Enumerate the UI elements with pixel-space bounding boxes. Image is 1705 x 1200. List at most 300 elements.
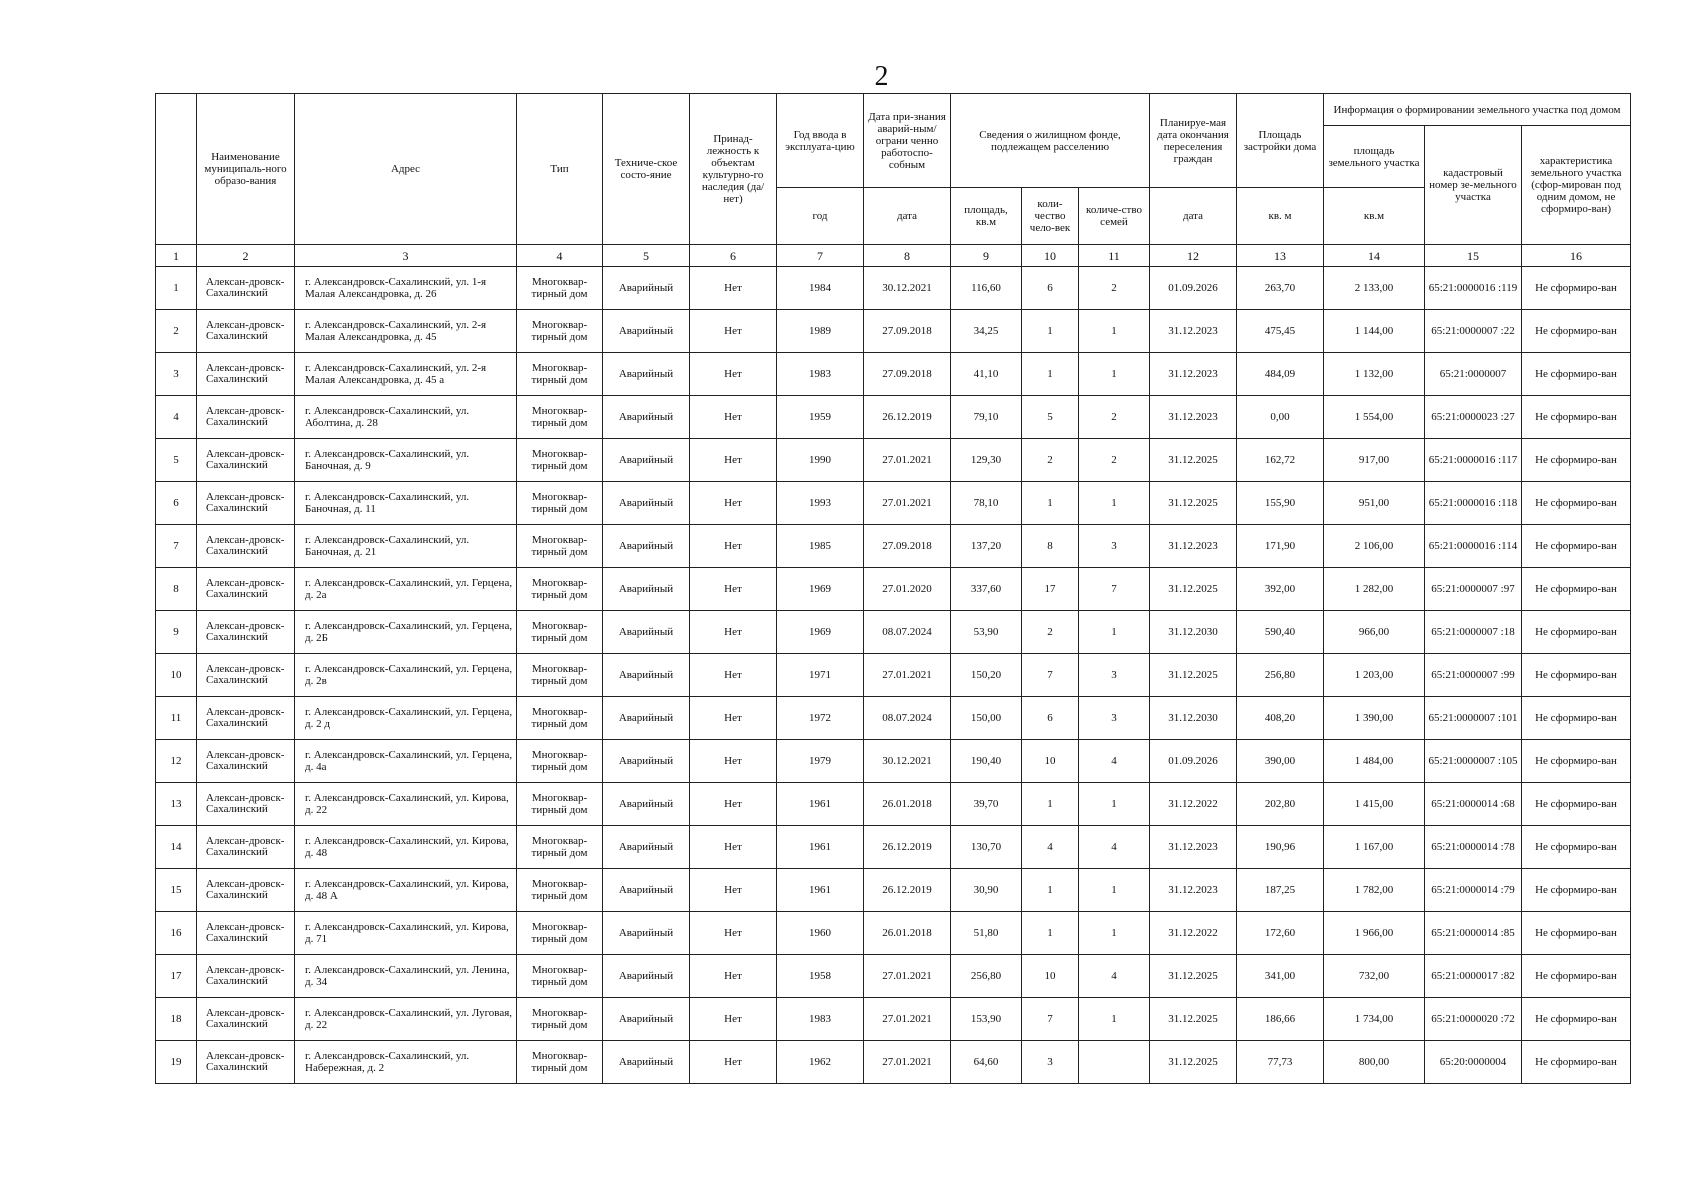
heritage-cell: Нет	[690, 525, 777, 568]
land-area-cell: 1 415,00	[1324, 783, 1425, 826]
type-cell: Многоквар-тирный дом	[517, 482, 603, 525]
table-row	[156, 955, 1631, 998]
type-cell: Многоквар-тирный дом	[517, 998, 603, 1041]
emergency-date-cell: 27.01.2021	[864, 955, 951, 998]
people-count-cell: 1	[1022, 353, 1079, 396]
people-count-cell: 6	[1022, 697, 1079, 740]
row-number: 17	[156, 955, 197, 998]
municipality-cell: Алексан-дровск-Сахалинский	[197, 482, 295, 525]
cadastral-number-cell: 65:21:0000007 :101	[1425, 697, 1522, 740]
people-count-cell: 1	[1022, 310, 1079, 353]
emergency-date-cell: 27.01.2020	[864, 568, 951, 611]
heritage-cell: Нет	[690, 912, 777, 955]
address-cell: г. Александровск-Сахалинский, ул. Луговая, д. 22	[295, 998, 517, 1041]
table-row	[156, 396, 1631, 439]
land-characteristic-cell: Не сформиро-ван	[1522, 568, 1631, 611]
technical-state-cell: Аварийный	[603, 654, 690, 697]
families-count-cell: 1	[1079, 611, 1150, 654]
heritage-cell: Нет	[690, 826, 777, 869]
building-area-cell: 341,00	[1237, 955, 1324, 998]
land-area-cell: 917,00	[1324, 439, 1425, 482]
column-number: 6	[690, 245, 777, 267]
municipality-cell: Алексан-дровск-Сахалинский	[197, 697, 295, 740]
people-count-cell: 7	[1022, 654, 1079, 697]
heritage-cell: Нет	[690, 654, 777, 697]
people-count-cell: 3	[1022, 1041, 1079, 1084]
municipality-cell: Алексан-дровск-Сахалинский	[197, 654, 295, 697]
families-count-cell: 2	[1079, 439, 1150, 482]
building-area-cell: 475,45	[1237, 310, 1324, 353]
table-row	[156, 611, 1631, 654]
emergency-date-cell: 27.01.2021	[864, 1041, 951, 1084]
column-number: 7	[777, 245, 864, 267]
address-cell: г. Александровск-Сахалинский, ул. Ленина, д. 34	[295, 955, 517, 998]
land-area-cell: 1 782,00	[1324, 869, 1425, 912]
people-count-cell: 2	[1022, 611, 1079, 654]
commission-year-cell: 1972	[777, 697, 864, 740]
planned-date-cell: 31.12.2025	[1150, 998, 1237, 1041]
area-cell: 34,25	[951, 310, 1022, 353]
people-count-cell: 10	[1022, 955, 1079, 998]
people-count-cell: 17	[1022, 568, 1079, 611]
area-cell: 116,60	[951, 267, 1022, 310]
planned-date-cell: 31.12.2022	[1150, 912, 1237, 955]
row-number: 1	[156, 267, 197, 310]
type-cell: Многоквар-тирный дом	[517, 783, 603, 826]
header-cultural-heritage: Принад-лежность к объектам культурно-го наследия (да/нет)	[690, 94, 777, 245]
commission-year-cell: 1961	[777, 826, 864, 869]
municipality-cell: Алексан-дровск-Сахалинский	[197, 955, 295, 998]
technical-state-cell: Аварийный	[603, 826, 690, 869]
emergency-date-cell: 27.09.2018	[864, 353, 951, 396]
cadastral-number-cell: 65:21:0000007 :99	[1425, 654, 1522, 697]
planned-date-cell: 31.12.2023	[1150, 525, 1237, 568]
header-col-1	[156, 94, 197, 245]
planned-date-cell: 01.09.2026	[1150, 267, 1237, 310]
address-cell: г. Александровск-Сахалинский, ул. Кирова, д. 22	[295, 783, 517, 826]
land-characteristic-cell: Не сформиро-ван	[1522, 912, 1631, 955]
families-count-cell: 2	[1079, 267, 1150, 310]
type-cell: Многоквар-тирный дом	[517, 740, 603, 783]
row-number: 19	[156, 1041, 197, 1084]
land-area-cell: 1 966,00	[1324, 912, 1425, 955]
row-number: 4	[156, 396, 197, 439]
commission-year-cell: 1984	[777, 267, 864, 310]
cadastral-number-cell: 65:21:0000014 :85	[1425, 912, 1522, 955]
header-area: площадь, кв.м	[951, 188, 1022, 245]
land-area-cell: 2 133,00	[1324, 267, 1425, 310]
column-number: 4	[517, 245, 603, 267]
table-row	[156, 783, 1631, 826]
planned-date-cell: 31.12.2030	[1150, 697, 1237, 740]
municipality-cell: Алексан-дровск-Сахалинский	[197, 611, 295, 654]
municipality-cell: Алексан-дровск-Сахалинский	[197, 267, 295, 310]
people-count-cell: 1	[1022, 482, 1079, 525]
building-area-cell: 186,66	[1237, 998, 1324, 1041]
land-characteristic-cell: Не сформиро-ван	[1522, 869, 1631, 912]
emergency-date-cell: 27.09.2018	[864, 525, 951, 568]
land-characteristic-cell: Не сформиро-ван	[1522, 267, 1631, 310]
families-count-cell: 1	[1079, 998, 1150, 1041]
header-building-area: Площадь застройки дома	[1237, 94, 1324, 188]
header-land-info: Информация о формировании земельного участка под домом	[1324, 94, 1631, 126]
area-cell: 79,10	[951, 396, 1022, 439]
header-commission-year: Год ввода в эксплуата-цию	[777, 94, 864, 188]
type-cell: Многоквар-тирный дом	[517, 912, 603, 955]
emergency-date-cell: 26.12.2019	[864, 396, 951, 439]
planned-date-cell: 31.12.2025	[1150, 1041, 1237, 1084]
row-number: 8	[156, 568, 197, 611]
cadastral-number-cell: 65:21:0000017 :82	[1425, 955, 1522, 998]
header-families: количе-ство семей	[1079, 188, 1150, 245]
planned-date-cell: 31.12.2023	[1150, 826, 1237, 869]
column-number: 11	[1079, 245, 1150, 267]
commission-year-cell: 1969	[777, 568, 864, 611]
table-row	[156, 869, 1631, 912]
table-header	[156, 94, 1631, 267]
cadastral-number-cell: 65:21:0000007 :97	[1425, 568, 1522, 611]
area-cell: 129,30	[951, 439, 1022, 482]
municipality-cell: Алексан-дровск-Сахалинский	[197, 740, 295, 783]
cadastral-number-cell: 65:21:0000020 :72	[1425, 998, 1522, 1041]
families-count-cell	[1079, 1041, 1150, 1084]
technical-state-cell: Аварийный	[603, 697, 690, 740]
land-area-cell: 1 282,00	[1324, 568, 1425, 611]
housing-table	[155, 93, 1631, 1084]
table-row	[156, 310, 1631, 353]
address-cell: г. Александровск-Сахалинский, ул. Набережная, д. 2	[295, 1041, 517, 1084]
technical-state-cell: Аварийный	[603, 439, 690, 482]
address-cell: г. Александровск-Сахалинский, ул. Герцена, д. 2 д	[295, 697, 517, 740]
building-area-cell: 172,60	[1237, 912, 1324, 955]
planned-date-cell: 31.12.2025	[1150, 482, 1237, 525]
commission-year-cell: 1983	[777, 998, 864, 1041]
planned-date-cell: 31.12.2025	[1150, 654, 1237, 697]
row-number: 16	[156, 912, 197, 955]
area-cell: 78,10	[951, 482, 1022, 525]
emergency-date-cell: 30.12.2021	[864, 267, 951, 310]
cadastral-number-cell: 65:21:0000007 :105	[1425, 740, 1522, 783]
land-characteristic-cell: Не сформиро-ван	[1522, 310, 1631, 353]
column-number: 3	[295, 245, 517, 267]
land-characteristic-cell: Не сформиро-ван	[1522, 955, 1631, 998]
type-cell: Многоквар-тирный дом	[517, 439, 603, 482]
area-cell: 41,10	[951, 353, 1022, 396]
column-number: 10	[1022, 245, 1079, 267]
row-number: 13	[156, 783, 197, 826]
heritage-cell: Нет	[690, 955, 777, 998]
heritage-cell: Нет	[690, 869, 777, 912]
emergency-date-cell: 26.12.2019	[864, 869, 951, 912]
row-number: 11	[156, 697, 197, 740]
planned-date-cell: 31.12.2025	[1150, 955, 1237, 998]
commission-year-cell: 1961	[777, 869, 864, 912]
technical-state-cell: Аварийный	[603, 482, 690, 525]
header-planned-date-sub: дата	[1150, 188, 1237, 245]
area-cell: 153,90	[951, 998, 1022, 1041]
emergency-date-cell: 27.01.2021	[864, 654, 951, 697]
address-cell: г. Александровск-Сахалинский, ул. Кирова, д. 48	[295, 826, 517, 869]
address-cell: г. Александровск-Сахалинский, ул. Кирова, д. 71	[295, 912, 517, 955]
families-count-cell: 4	[1079, 826, 1150, 869]
type-cell: Многоквар-тирный дом	[517, 568, 603, 611]
land-area-cell: 732,00	[1324, 955, 1425, 998]
planned-date-cell: 31.12.2023	[1150, 869, 1237, 912]
municipality-cell: Алексан-дровск-Сахалинский	[197, 998, 295, 1041]
people-count-cell: 8	[1022, 525, 1079, 568]
area-cell: 256,80	[951, 955, 1022, 998]
address-cell: г. Александровск-Сахалинский, ул. Баночная, д. 11	[295, 482, 517, 525]
commission-year-cell: 1969	[777, 611, 864, 654]
municipality-cell: Алексан-дровск-Сахалинский	[197, 783, 295, 826]
header-municipality: Наименование муниципаль-ного образо-вания	[197, 94, 295, 245]
building-area-cell: 390,00	[1237, 740, 1324, 783]
land-characteristic-cell: Не сформиро-ван	[1522, 826, 1631, 869]
area-cell: 150,20	[951, 654, 1022, 697]
row-number: 10	[156, 654, 197, 697]
commission-year-cell: 1960	[777, 912, 864, 955]
municipality-cell: Алексан-дровск-Сахалинский	[197, 869, 295, 912]
emergency-date-cell: 27.09.2018	[864, 310, 951, 353]
people-count-cell: 1	[1022, 912, 1079, 955]
area-cell: 51,80	[951, 912, 1022, 955]
technical-state-cell: Аварийный	[603, 353, 690, 396]
planned-date-cell: 31.12.2030	[1150, 611, 1237, 654]
cadastral-number-cell: 65:21:0000016 :119	[1425, 267, 1522, 310]
families-count-cell: 1	[1079, 912, 1150, 955]
row-number: 12	[156, 740, 197, 783]
heritage-cell: Нет	[690, 697, 777, 740]
land-characteristic-cell: Не сформиро-ван	[1522, 654, 1631, 697]
technical-state-cell: Аварийный	[603, 783, 690, 826]
commission-year-cell: 1993	[777, 482, 864, 525]
table-row	[156, 568, 1631, 611]
area-cell: 64,60	[951, 1041, 1022, 1084]
commission-year-cell: 1983	[777, 353, 864, 396]
municipality-cell: Алексан-дровск-Сахалинский	[197, 912, 295, 955]
table-row	[156, 353, 1631, 396]
building-area-cell: 256,80	[1237, 654, 1324, 697]
municipality-cell: Алексан-дровск-Сахалинский	[197, 525, 295, 568]
emergency-date-cell: 27.01.2021	[864, 998, 951, 1041]
heritage-cell: Нет	[690, 396, 777, 439]
building-area-cell: 392,00	[1237, 568, 1324, 611]
table-row	[156, 697, 1631, 740]
heritage-cell: Нет	[690, 740, 777, 783]
families-count-cell: 3	[1079, 697, 1150, 740]
planned-date-cell: 31.12.2025	[1150, 439, 1237, 482]
table-body	[156, 267, 1631, 1084]
header-year-sub: год	[777, 188, 864, 245]
people-count-cell: 7	[1022, 998, 1079, 1041]
technical-state-cell: Аварийный	[603, 396, 690, 439]
area-cell: 30,90	[951, 869, 1022, 912]
commission-year-cell: 1990	[777, 439, 864, 482]
land-area-cell: 1 390,00	[1324, 697, 1425, 740]
commission-year-cell: 1961	[777, 783, 864, 826]
land-characteristic-cell: Не сформиро-ван	[1522, 998, 1631, 1041]
building-area-cell: 484,09	[1237, 353, 1324, 396]
land-area-cell: 1 734,00	[1324, 998, 1425, 1041]
type-cell: Многоквар-тирный дом	[517, 955, 603, 998]
cadastral-number-cell: 65:21:0000016 :114	[1425, 525, 1522, 568]
heritage-cell: Нет	[690, 439, 777, 482]
heritage-cell: Нет	[690, 611, 777, 654]
commission-year-cell: 1989	[777, 310, 864, 353]
building-area-cell: 263,70	[1237, 267, 1324, 310]
row-number: 5	[156, 439, 197, 482]
emergency-date-cell: 27.01.2021	[864, 482, 951, 525]
emergency-date-cell: 30.12.2021	[864, 740, 951, 783]
address-cell: г. Александровск-Сахалинский, ул. Аболтина, д. 28	[295, 396, 517, 439]
address-cell: г. Александровск-Сахалинский, ул. 2-я Малая Александровка, д. 45	[295, 310, 517, 353]
land-area-cell: 1 144,00	[1324, 310, 1425, 353]
building-area-cell: 77,73	[1237, 1041, 1324, 1084]
address-cell: г. Александровск-Сахалинский, ул. Герцена, д. 2Б	[295, 611, 517, 654]
building-area-cell: 202,80	[1237, 783, 1324, 826]
families-count-cell: 2	[1079, 396, 1150, 439]
area-cell: 39,70	[951, 783, 1022, 826]
type-cell: Многоквар-тирный дом	[517, 697, 603, 740]
table-row	[156, 482, 1631, 525]
commission-year-cell: 1962	[777, 1041, 864, 1084]
people-count-cell: 1	[1022, 869, 1079, 912]
header-housing-info: Сведения о жилищном фонде, подлежащем расселению	[951, 94, 1150, 188]
commission-year-cell: 1959	[777, 396, 864, 439]
cadastral-number-cell: 65:21:0000023 :27	[1425, 396, 1522, 439]
type-cell: Многоквар-тирный дом	[517, 396, 603, 439]
building-area-cell: 190,96	[1237, 826, 1324, 869]
building-area-cell: 162,72	[1237, 439, 1324, 482]
row-number: 3	[156, 353, 197, 396]
column-numbers-row	[156, 245, 1631, 267]
land-area-cell: 1 554,00	[1324, 396, 1425, 439]
commission-year-cell: 1958	[777, 955, 864, 998]
building-area-cell: 0,00	[1237, 396, 1324, 439]
column-number: 1	[156, 245, 197, 267]
header-address: Адрес	[295, 94, 517, 245]
planned-date-cell: 01.09.2026	[1150, 740, 1237, 783]
emergency-date-cell: 26.01.2018	[864, 783, 951, 826]
heritage-cell: Нет	[690, 310, 777, 353]
type-cell: Многоквар-тирный дом	[517, 869, 603, 912]
column-number: 13	[1237, 245, 1324, 267]
people-count-cell: 10	[1022, 740, 1079, 783]
families-count-cell: 1	[1079, 482, 1150, 525]
area-cell: 130,70	[951, 826, 1022, 869]
header-date-sub: дата	[864, 188, 951, 245]
people-count-cell: 5	[1022, 396, 1079, 439]
families-count-cell: 3	[1079, 525, 1150, 568]
type-cell: Многоквар-тирный дом	[517, 826, 603, 869]
technical-state-cell: Аварийный	[603, 525, 690, 568]
table-row	[156, 1041, 1631, 1084]
emergency-date-cell: 08.07.2024	[864, 697, 951, 740]
area-cell: 137,20	[951, 525, 1022, 568]
land-area-cell: 1 167,00	[1324, 826, 1425, 869]
land-area-cell: 966,00	[1324, 611, 1425, 654]
municipality-cell: Алексан-дровск-Сахалинский	[197, 1041, 295, 1084]
heritage-cell: Нет	[690, 482, 777, 525]
page-number: 2	[874, 61, 889, 92]
header-land-characteristic: характеристика земельного участка (сфор-мирован под одним домом, не сформиро-ван)	[1522, 126, 1631, 245]
column-number: 2	[197, 245, 295, 267]
row-number: 7	[156, 525, 197, 568]
municipality-cell: Алексан-дровск-Сахалинский	[197, 826, 295, 869]
people-count-cell: 6	[1022, 267, 1079, 310]
address-cell: г. Александровск-Сахалинский, ул. Герцена, д. 2в	[295, 654, 517, 697]
land-characteristic-cell: Не сформиро-ван	[1522, 439, 1631, 482]
row-number: 14	[156, 826, 197, 869]
families-count-cell: 3	[1079, 654, 1150, 697]
building-area-cell: 155,90	[1237, 482, 1324, 525]
land-characteristic-cell: Не сформиро-ван	[1522, 482, 1631, 525]
land-characteristic-cell: Не сформиро-ван	[1522, 611, 1631, 654]
type-cell: Многоквар-тирный дом	[517, 654, 603, 697]
address-cell: г. Александровск-Сахалинский, ул. Баночная, д. 9	[295, 439, 517, 482]
column-number: 15	[1425, 245, 1522, 267]
type-cell: Многоквар-тирный дом	[517, 525, 603, 568]
header-land-area-sub: кв.м	[1324, 188, 1425, 245]
address-cell: г. Александровск-Сахалинский, ул. Баночная, д. 21	[295, 525, 517, 568]
land-characteristic-cell: Не сформиро-ван	[1522, 525, 1631, 568]
technical-state-cell: Аварийный	[603, 869, 690, 912]
header-technical-state: Техниче-ское состо-яние	[603, 94, 690, 245]
technical-state-cell: Аварийный	[603, 310, 690, 353]
municipality-cell: Алексан-дровск-Сахалинский	[197, 396, 295, 439]
building-area-cell: 171,90	[1237, 525, 1324, 568]
table-row	[156, 525, 1631, 568]
people-count-cell: 2	[1022, 439, 1079, 482]
land-area-cell: 1 484,00	[1324, 740, 1425, 783]
land-characteristic-cell: Не сформиро-ван	[1522, 353, 1631, 396]
planned-date-cell: 31.12.2023	[1150, 310, 1237, 353]
technical-state-cell: Аварийный	[603, 611, 690, 654]
header-cadastral-number: кадастровый номер зе-мельного участка	[1425, 126, 1522, 245]
area-cell: 337,60	[951, 568, 1022, 611]
technical-state-cell: Аварийный	[603, 568, 690, 611]
cadastral-number-cell: 65:21:0000014 :79	[1425, 869, 1522, 912]
families-count-cell: 1	[1079, 353, 1150, 396]
technical-state-cell: Аварийный	[603, 267, 690, 310]
people-count-cell: 1	[1022, 783, 1079, 826]
land-characteristic-cell: Не сформиро-ван	[1522, 697, 1631, 740]
column-number: 14	[1324, 245, 1425, 267]
header-type: Тип	[517, 94, 603, 245]
table-row	[156, 998, 1631, 1041]
address-cell: г. Александровск-Сахалинский, ул. Герцена, д. 4а	[295, 740, 517, 783]
planned-date-cell: 31.12.2022	[1150, 783, 1237, 826]
area-cell: 53,90	[951, 611, 1022, 654]
technical-state-cell: Аварийный	[603, 955, 690, 998]
planned-date-cell: 31.12.2025	[1150, 568, 1237, 611]
families-count-cell: 1	[1079, 310, 1150, 353]
type-cell: Многоквар-тирный дом	[517, 353, 603, 396]
address-cell: г. Александровск-Сахалинский, ул. Кирова, д. 48 А	[295, 869, 517, 912]
header-planned-date: Планируе-мая дата окончания переселения граждан	[1150, 94, 1237, 188]
land-characteristic-cell: Не сформиро-ван	[1522, 740, 1631, 783]
row-number: 6	[156, 482, 197, 525]
land-area-cell: 951,00	[1324, 482, 1425, 525]
table-row	[156, 267, 1631, 310]
header-emergency-date: Дата при-знания аварий-ным/ограни ченно работоспо-собным	[864, 94, 951, 188]
header-people: коли-чество чело-век	[1022, 188, 1079, 245]
commission-year-cell: 1985	[777, 525, 864, 568]
land-area-cell: 800,00	[1324, 1041, 1425, 1084]
commission-year-cell: 1971	[777, 654, 864, 697]
emergency-date-cell: 08.07.2024	[864, 611, 951, 654]
planned-date-cell: 31.12.2023	[1150, 396, 1237, 439]
